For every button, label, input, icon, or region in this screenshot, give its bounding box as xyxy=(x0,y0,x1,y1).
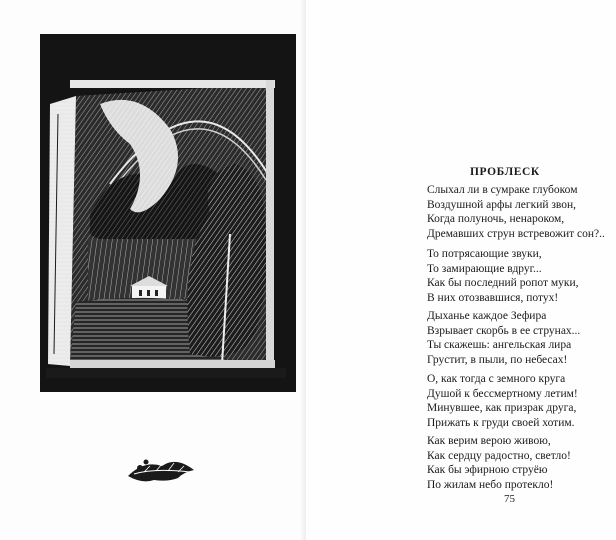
stanza xyxy=(427,434,571,492)
poem-line: Как бы последний ропот муки, xyxy=(427,277,579,290)
left-page xyxy=(0,0,306,540)
poem-line: Когда полуночь, ненароком, xyxy=(427,213,565,226)
poem-line: Воздушной арфы легкий звон, xyxy=(427,198,577,211)
poem-line: Грустит, в пыли, по небесах! xyxy=(427,353,568,366)
poem-line: Минувшее, как призрак друга, xyxy=(427,402,577,415)
poem-line: Дыханье каждое Зефира xyxy=(427,310,547,322)
stanza xyxy=(427,309,580,367)
woodcut-window-storm-icon xyxy=(40,34,296,392)
poem-line: Взрывает скорбь в ее струнах... xyxy=(427,324,581,337)
page-number: 75 xyxy=(504,493,515,505)
poem-line: Ты скажешь: ангельская лира xyxy=(427,339,572,352)
poem-line: То потрясающие звуки, xyxy=(427,248,542,260)
poem-line: В них отозвавшися, потух! xyxy=(427,291,559,304)
leaf-branch-vignette-icon xyxy=(124,446,198,486)
poem-line: Как верим верою живою, xyxy=(427,435,551,447)
poem-line: По жилам небо протекло! xyxy=(427,478,554,491)
poem-line: Душой к бессмертному летим! xyxy=(427,387,578,400)
stanza xyxy=(427,183,605,241)
poem-line: Как сердцу радостно, светло! xyxy=(427,449,571,462)
poem-line: О, как тогда с земного круга xyxy=(427,373,566,385)
poem-line: Как бы эфирною струёю xyxy=(427,464,548,477)
poem-line: Дремавших струн встревожит сон?.. xyxy=(427,227,605,240)
poem-line: То замирающие вдруг... xyxy=(427,262,542,275)
poem-line: Слыхал ли в сумраке глубоком xyxy=(427,184,578,196)
poem-title: ПРОБЛЕСК xyxy=(470,166,540,178)
stanza xyxy=(427,247,579,305)
poem-line: Прижать к груди своей хотим. xyxy=(427,416,575,429)
stanza xyxy=(427,372,578,430)
